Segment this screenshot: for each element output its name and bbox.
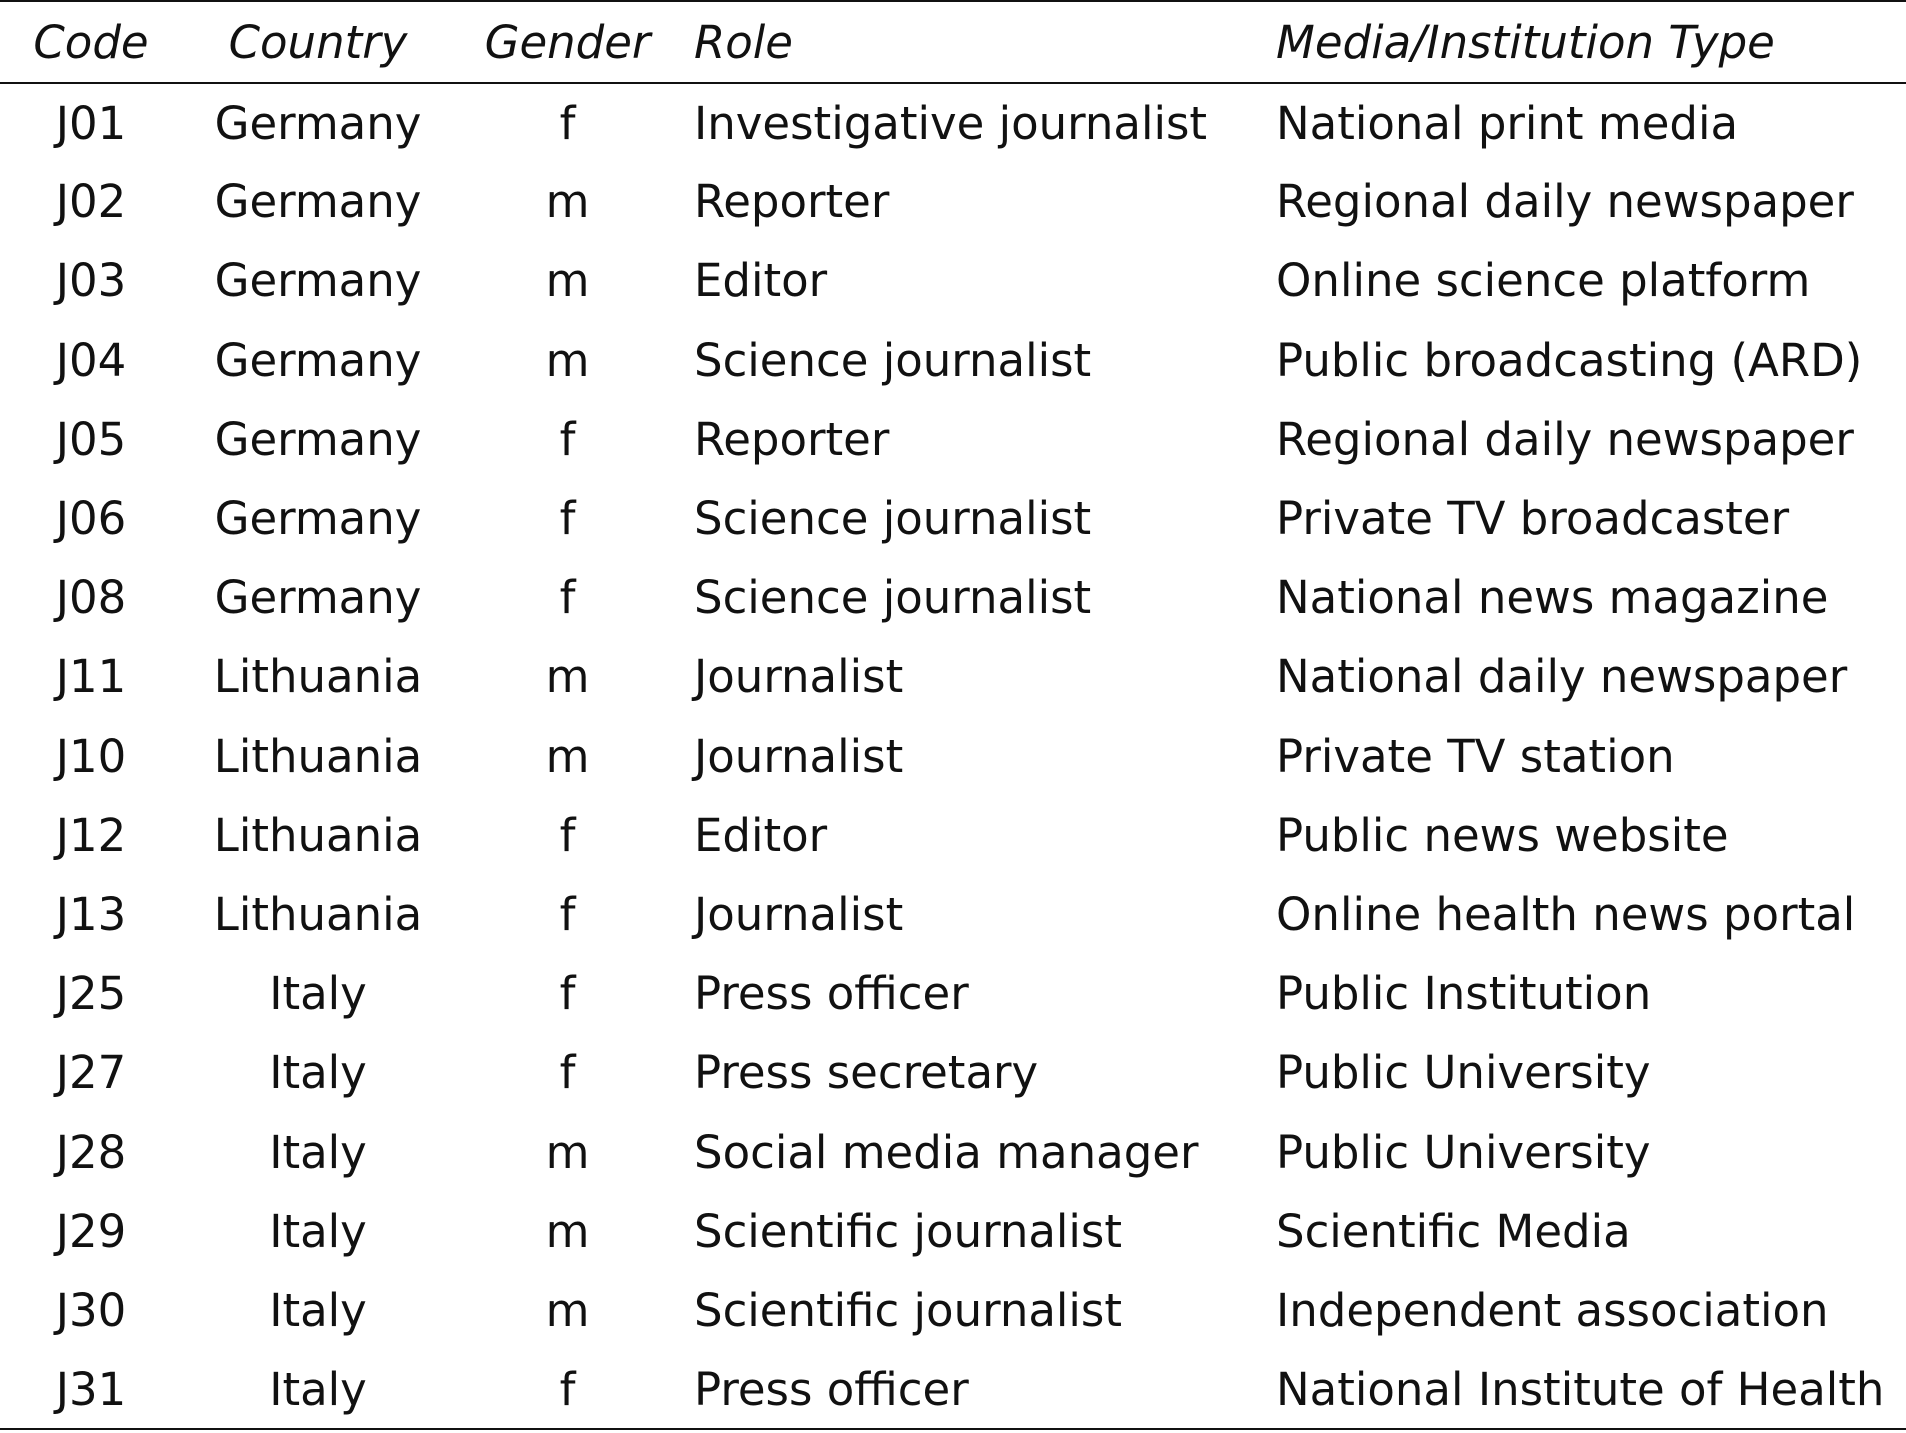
table-row	[0, 479, 1906, 558]
cell-gender: m	[545, 729, 590, 783]
table-body	[0, 83, 1906, 1429]
table-row	[0, 400, 1906, 479]
cell-country: Germany	[214, 333, 422, 387]
table-row	[0, 162, 1906, 241]
cell-gender: f	[559, 492, 576, 546]
cell-role: Press secretary	[694, 1046, 1039, 1100]
cell-media-type: National Institute of Health	[1245, 1350, 1906, 1429]
table-row	[0, 1192, 1906, 1271]
cell-country: Lithuania	[213, 729, 423, 783]
cell-role: Social media manager	[694, 1125, 1199, 1179]
cell-gender: m	[545, 254, 590, 308]
cell-country: Lithuania	[213, 808, 423, 862]
cell-role: Investigative journalist	[694, 96, 1208, 150]
cell-gender: f	[559, 1046, 576, 1100]
table-row	[0, 717, 1906, 796]
cell-media-type: Public University	[1276, 1046, 1651, 1100]
cell-media-type: Public broadcasting (ARD)	[1276, 333, 1863, 387]
cell-code: J06	[55, 492, 127, 546]
table-row	[0, 796, 1906, 875]
cell-code: J29	[55, 1204, 127, 1258]
cell-gender: f	[454, 1350, 681, 1429]
table-row	[0, 1033, 1906, 1112]
cell-code: J25	[55, 967, 127, 1021]
cell-country: Lithuania	[213, 650, 423, 704]
table-row	[0, 954, 1906, 1033]
cell-country: Germany	[214, 492, 422, 546]
table-row	[0, 83, 1906, 162]
cell-role: Journalist	[694, 887, 904, 941]
cell-role: Editor	[694, 254, 828, 308]
table-row	[0, 1350, 1906, 1429]
header-gender: Gender	[454, 1, 681, 83]
cell-gender: f	[559, 887, 576, 941]
cell-code: J30	[55, 1283, 127, 1337]
cell-media-type: Private TV station	[1276, 729, 1675, 783]
cell-role: Scientific journalist	[694, 1283, 1123, 1337]
cell-code: J11	[55, 650, 127, 704]
cell-code: J13	[55, 887, 127, 941]
cell-gender: f	[559, 571, 576, 625]
cell-role: Editor	[694, 808, 828, 862]
cell-country: Italy	[269, 1046, 367, 1100]
cell-gender: m	[545, 175, 590, 229]
cell-media-type: Scientific Media	[1276, 1204, 1631, 1258]
header-media-type: Media/Institution Type	[1245, 1, 1906, 83]
cell-gender: m	[545, 1283, 590, 1337]
cell-code: J04	[55, 333, 127, 387]
cell-gender: f	[559, 412, 576, 466]
cell-media-type: National print media	[1276, 96, 1739, 150]
cell-country: Italy	[269, 1283, 367, 1337]
cell-country: Germany	[214, 175, 422, 229]
cell-country: Italy	[269, 967, 367, 1021]
table-row	[0, 321, 1906, 400]
cell-code: J08	[55, 571, 127, 625]
cell-gender: f	[559, 967, 576, 1021]
table-row	[0, 875, 1906, 954]
cell-media-type: Online health news portal	[1276, 887, 1856, 941]
cell-code: J27	[55, 1046, 127, 1100]
cell-media-type: Private TV broadcaster	[1276, 492, 1790, 546]
cell-gender: m	[545, 1125, 590, 1179]
cell-role: Science journalist	[694, 492, 1092, 546]
cell-code: J28	[55, 1125, 127, 1179]
cell-country: Germany	[214, 412, 422, 466]
cell-code: J10	[55, 729, 127, 783]
cell-country: Germany	[214, 96, 422, 150]
cell-code: J12	[55, 808, 127, 862]
cell-country: Germany	[214, 254, 422, 308]
cell-code: J05	[55, 412, 127, 466]
cell-media-type: Regional daily newspaper	[1276, 412, 1854, 466]
cell-code: J03	[55, 254, 127, 308]
cell-country: Germany	[214, 571, 422, 625]
cell-role: Press officer	[694, 967, 969, 1021]
cell-gender: m	[545, 1204, 590, 1258]
cell-gender: m	[545, 650, 590, 704]
cell-media-type: Online science platform	[1276, 254, 1811, 308]
header-role: Role	[681, 1, 1245, 83]
cell-role: Scientific journalist	[694, 1204, 1123, 1258]
cell-code: J01	[55, 96, 127, 150]
table-row	[0, 1271, 1906, 1350]
table-row	[0, 637, 1906, 716]
cell-role: Science journalist	[694, 333, 1092, 387]
cell-role: Reporter	[694, 412, 890, 466]
table-row	[0, 1112, 1906, 1191]
cell-media-type: Public news website	[1276, 808, 1729, 862]
cell-country: Italy	[269, 1204, 367, 1258]
cell-media-type: Regional daily newspaper	[1276, 175, 1854, 229]
table-row	[0, 558, 1906, 637]
cell-media-type: National news magazine	[1276, 571, 1829, 625]
table-header	[0, 1, 1906, 83]
header-row	[0, 1, 1906, 83]
cell-gender: f	[559, 96, 576, 150]
cell-media-type: Public University	[1276, 1125, 1651, 1179]
cell-media-type: Public Institution	[1276, 967, 1652, 1021]
cell-role: Reporter	[694, 175, 890, 229]
cell-media-type: National daily newspaper	[1276, 650, 1848, 704]
cell-country: Italy	[269, 1125, 367, 1179]
header-code: Code	[0, 1, 182, 83]
cell-role: Science journalist	[694, 571, 1092, 625]
cell-country: Lithuania	[213, 887, 423, 941]
cell-gender: f	[559, 808, 576, 862]
cell-code: J31	[0, 1350, 182, 1429]
cell-role: Press officer	[681, 1350, 1245, 1429]
cell-code: J02	[55, 175, 127, 229]
cell-role: Journalist	[694, 650, 904, 704]
cell-gender: m	[545, 333, 590, 387]
cell-role: Journalist	[694, 729, 904, 783]
header-country: Country	[182, 1, 454, 83]
cell-country: Italy	[182, 1350, 454, 1429]
cell-media-type: Independent association	[1276, 1283, 1829, 1337]
table-row	[0, 241, 1906, 320]
